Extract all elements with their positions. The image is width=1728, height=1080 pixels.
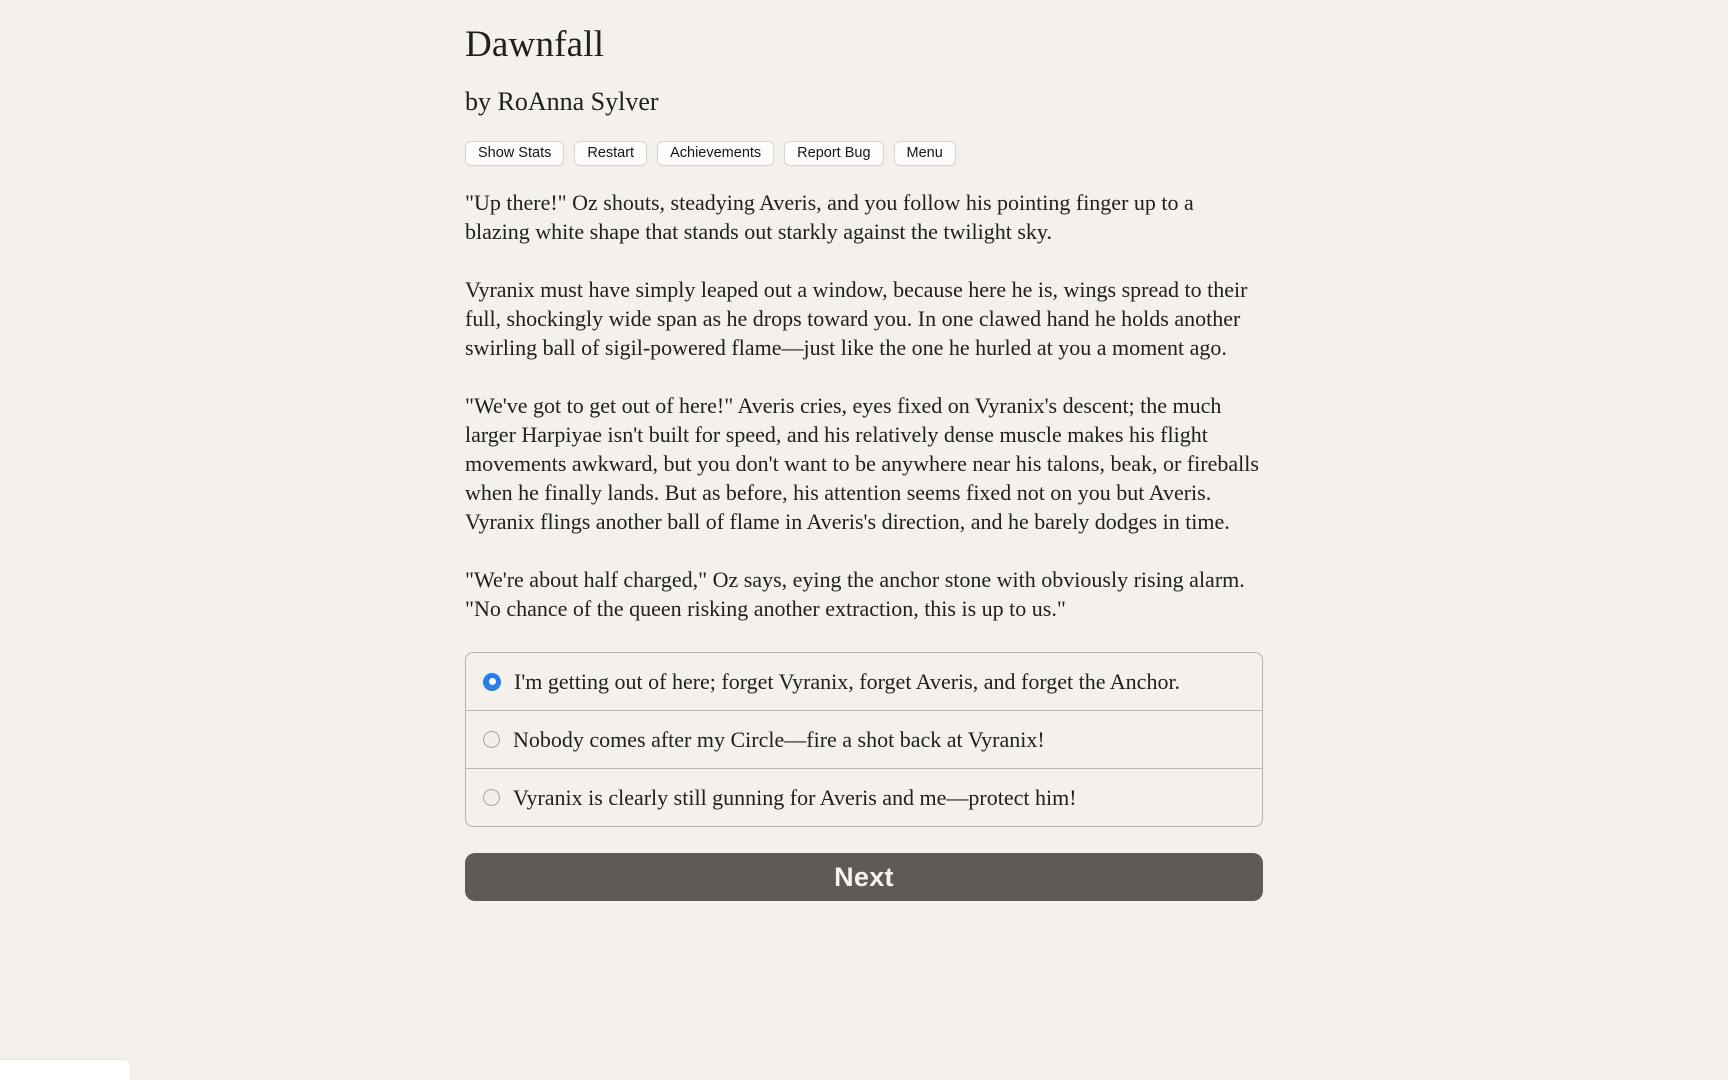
show-stats-button[interactable]: Show Stats: [465, 141, 564, 166]
radio-button-2[interactable]: [483, 731, 500, 748]
achievements-button[interactable]: Achievements: [657, 141, 774, 166]
restart-button[interactable]: Restart: [574, 141, 647, 166]
toolbar: [465, 141, 1263, 166]
story-paragraph-4: "We're about half charged," Oz says, eying the anchor stone with obviously rising alarm. "No chance of the queen risking another extraction, this is up to us.": [465, 567, 1245, 621]
choice-option-3[interactable]: [466, 769, 1262, 826]
game-content: [465, 0, 1263, 901]
menu-button[interactable]: Menu: [894, 141, 956, 166]
game-title: Dawnfall: [465, 24, 605, 65]
choice-option-2[interactable]: [466, 711, 1262, 769]
story-text: [465, 188, 1263, 623]
story-paragraph-2: Vyranix must have simply leaped out a window, because here he is, wings spread to their full, shockingly wide span as he drops toward you. In one clawed hand he holds another swirling ball of sigil-powered flame—just like the one he hurled at you a moment ago.: [465, 277, 1248, 360]
next-button[interactable]: Next: [465, 853, 1263, 901]
report-bug-button[interactable]: Report Bug: [784, 141, 883, 166]
radio-button-1[interactable]: [483, 673, 501, 691]
choice-option-1[interactable]: [466, 653, 1262, 711]
choice-label-3: Vyranix is clearly still gunning for Averis and me—protect him!: [513, 785, 1077, 810]
choice-label-2: Nobody comes after my Circle—fire a shot back at Vyranix!: [513, 727, 1045, 752]
story-paragraph-3: "We've got to get out of here!" Averis cries, eyes fixed on Vyranix's descent; the much larger Harpiyae isn't built for speed, and his relatively dense muscle makes his flight movements awkward, but you don't want to be anywhere near his talons, beak, or fireballs when he finally lands. But as before, his attention seems fixed not on you but Averis. Vyranix flings another ball of flame in Averis's direction, and he barely dodges in time.: [465, 393, 1259, 534]
game-author: by RoAnna Sylver: [465, 87, 659, 116]
browser-status-strip: [0, 1060, 130, 1080]
choice-list: [465, 652, 1263, 827]
radio-button-3[interactable]: [483, 789, 500, 806]
choice-label-1: I'm getting out of here; forget Vyranix, forget Averis, and forget the Anchor.: [514, 669, 1181, 694]
story-paragraph-1: "Up there!" Oz shouts, steadying Averis, and you follow his pointing finger up to a blazing white shape that stands out starkly against the twilight sky.: [465, 190, 1194, 244]
